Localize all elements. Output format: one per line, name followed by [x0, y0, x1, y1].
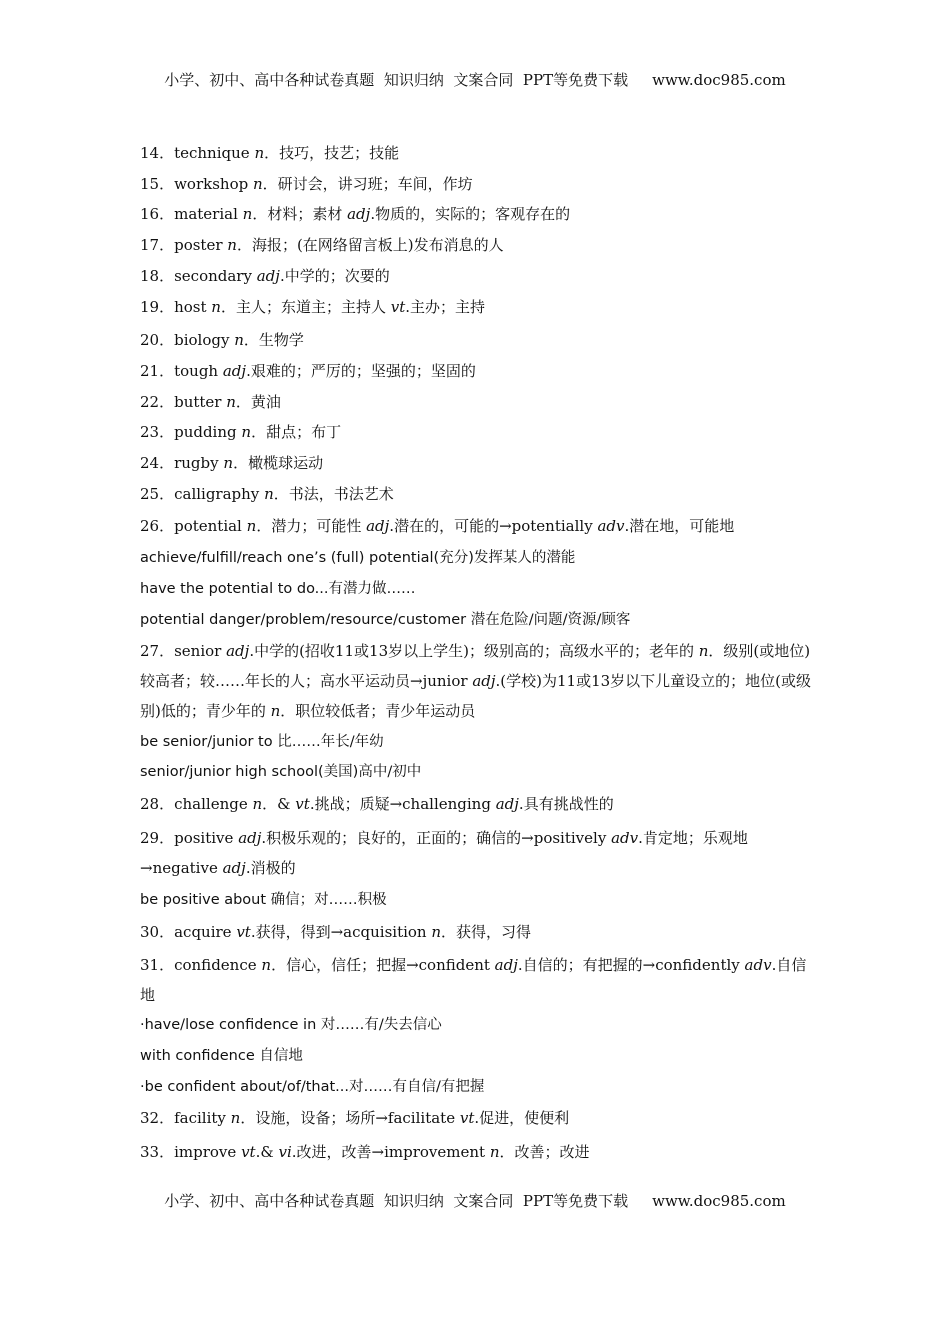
entry-30 — [140, 922, 812, 942]
entry-text: technique — [174, 144, 250, 162]
entry-text: .挑战；质疑→challenging — [309, 795, 496, 813]
entry-text: .积极乐观的；良好的，正面的；确信的→positively — [261, 829, 612, 847]
entry-text: ．& — [262, 795, 296, 813]
entry-text: ．海报；(在网络留言板上)发布消息的人 — [236, 236, 504, 254]
entry-14 — [140, 143, 812, 163]
entry-text: butter — [174, 393, 222, 411]
entry-text: workshop — [174, 175, 249, 193]
entry-text: .潜在的，可能的→potentially — [389, 517, 598, 535]
entry-text: ．改善；改进 — [499, 1143, 590, 1161]
entry-31-phrase-2: with confidence 自信地 — [140, 1048, 303, 1064]
entry-text: .物质的，实际的；客观存在的 — [370, 205, 571, 223]
entry-text: tough — [174, 362, 219, 380]
part-of-speech: adv — [597, 517, 625, 535]
entry-text: 15． — [140, 175, 175, 193]
part-of-speech: n — [234, 331, 244, 349]
entry-text: facility — [174, 1109, 226, 1127]
part-of-speech: n — [261, 956, 272, 974]
entry-31 — [140, 950, 812, 1010]
entry-text: 32． — [140, 1109, 175, 1127]
entry-text: 24． — [140, 454, 175, 472]
part-of-speech: adj — [347, 205, 371, 223]
entry-text: ．职位较低者；青少年运动员 — [280, 702, 476, 720]
part-of-speech: n — [264, 485, 274, 503]
part-of-speech: vt — [459, 1109, 475, 1127]
entry-text: .消极的 — [245, 859, 296, 877]
entry-27-phrase-1: be senior/junior to 比……年长/年幼 — [140, 734, 384, 750]
entry-26-phrase-2: have the potential to do...有潜力做…… — [140, 581, 416, 597]
entry-text: ．橄榄球运动 — [233, 454, 324, 472]
part-of-speech: adj — [226, 642, 250, 660]
entry-text: ．获得，习得 — [441, 923, 532, 941]
part-of-speech: adj — [222, 859, 246, 877]
entry-text: 27． — [140, 642, 175, 660]
part-of-speech: n — [227, 236, 237, 254]
entry-text: poster — [174, 236, 223, 254]
entry-text: .潜在地，可能地 — [624, 517, 735, 535]
entry-19 — [140, 297, 812, 317]
entry-text: potential — [174, 517, 242, 535]
entry-text: pudding — [174, 423, 237, 441]
entry-26 — [140, 516, 812, 536]
entry-text: ．技巧，技艺；技能 — [264, 144, 400, 162]
entry-text: calligraphy — [174, 485, 260, 503]
entry-text: positive — [174, 829, 234, 847]
entry-text: .改进，改善→improvement — [291, 1143, 490, 1161]
entry-text: 22． — [140, 393, 175, 411]
entry-text: .中学的；次要的 — [279, 267, 390, 285]
entry-26-phrase-3: potential danger/problem/resource/customer 潜在危险/问题/资源/顾客 — [140, 612, 631, 628]
entry-text: challenge — [174, 795, 248, 813]
entry-text: .中学的(招收11或13岁以上学生)；级别高的；高级水平的；老年的 — [249, 642, 699, 660]
entry-31-phrase-3: ·be confident about/of/that...对……有自信/有把握 — [140, 1079, 485, 1095]
entry-text: ．信心，信任；把握→confident — [271, 956, 495, 974]
part-of-speech: n — [223, 454, 234, 472]
entry-text: 20． — [140, 331, 175, 349]
entry-text: 14． — [140, 144, 175, 162]
part-of-speech: n — [252, 795, 263, 813]
entry-text: biology — [174, 331, 230, 349]
entry-text: 18． — [140, 267, 175, 285]
part-of-speech: n — [253, 175, 263, 193]
entry-text: ．主人；东道主；主持人 — [220, 298, 391, 316]
part-of-speech: n — [489, 1143, 500, 1161]
part-of-speech: n — [242, 205, 253, 223]
part-of-speech: n — [226, 393, 236, 411]
entry-text: 16． — [140, 205, 175, 223]
entry-text: 26． — [140, 517, 175, 535]
entry-21 — [140, 361, 812, 381]
entry-text: 30． — [140, 923, 175, 941]
part-of-speech: vt — [236, 923, 251, 941]
entry-text: 29． — [140, 829, 175, 847]
entry-text: .具有挑战性的 — [518, 795, 614, 813]
entry-text: confidence — [174, 956, 257, 974]
entry-text: ．设施，设备；场所→facilitate — [240, 1109, 460, 1127]
entry-text: ．书法，书法艺术 — [273, 485, 394, 503]
part-of-speech: n — [254, 144, 265, 162]
footer-url: www.doc985.com — [652, 1192, 786, 1210]
entry-23 — [140, 422, 812, 442]
entry-text: ．级别(或地位)较高者；较……年长的人；高水平运动员→junior — [140, 642, 811, 690]
entry-text: secondary — [174, 267, 252, 285]
part-of-speech: n — [270, 702, 281, 720]
part-of-speech: n — [230, 1109, 241, 1127]
part-of-speech: vi — [278, 1143, 292, 1161]
entry-text: material — [174, 205, 238, 223]
entry-text: ．研讨会，讲习班；车间，作坊 — [262, 175, 473, 193]
entry-text: .自信地 — [140, 956, 807, 1004]
header-text: 小学、初中、高中各种试卷真题 知识归纳 文案合同 PPT等免费下载 — [164, 71, 629, 89]
part-of-speech: n — [431, 923, 442, 941]
entry-26-phrase-1: achieve/fulfill/reach one’s (full) potential(充分)发挥某人的潜能 — [140, 550, 576, 566]
entry-text: host — [174, 298, 207, 316]
entry-text: 17． — [140, 236, 175, 254]
entry-29 — [140, 823, 812, 883]
entry-32 — [140, 1108, 812, 1128]
part-of-speech: vt — [295, 795, 310, 813]
entry-text: .艰难的；严厉的；坚强的；坚固的 — [246, 362, 476, 380]
entry-text: 23． — [140, 423, 175, 441]
entry-17 — [140, 235, 812, 255]
part-of-speech: vt — [390, 298, 406, 316]
entry-22 — [140, 392, 812, 412]
entry-27-phrase-2: senior/junior high school(美国)高中/初中 — [140, 764, 422, 780]
entry-text: .(学校)为11或13岁以下儿童设立的；地位(或级别)低的；青少年的 — [140, 672, 812, 720]
entry-29-phrase-1: be positive about 确信；对……积极 — [140, 892, 387, 908]
entry-text: 21． — [140, 362, 175, 380]
part-of-speech: adj — [472, 672, 496, 690]
header-url: www.doc985.com — [652, 71, 786, 89]
part-of-speech: n — [211, 298, 221, 316]
entry-text: 31． — [140, 956, 175, 974]
entry-text: acquire — [174, 923, 232, 941]
part-of-speech: adj — [222, 362, 247, 380]
entry-text: improve — [174, 1143, 237, 1161]
entry-text: ．黄油 — [235, 393, 281, 411]
part-of-speech: adv — [611, 829, 639, 847]
page-footer — [0, 1190, 950, 1211]
entry-24 — [140, 453, 812, 473]
entry-25 — [140, 484, 812, 504]
entry-15 — [140, 174, 812, 194]
entry-20 — [140, 330, 812, 350]
entry-16 — [140, 204, 812, 224]
entry-31-phrase-1: ·have/lose confidence in 对……有/失去信心 — [140, 1017, 442, 1033]
entry-text: ．甜点；布丁 — [251, 423, 342, 441]
part-of-speech: adj — [256, 267, 280, 285]
entry-text: ．生物学 — [243, 331, 304, 349]
entry-text: ．材料；素材 — [252, 205, 348, 223]
entry-text: 25． — [140, 485, 175, 503]
part-of-speech: adj — [494, 956, 518, 974]
page-header — [0, 69, 950, 90]
part-of-speech: vt — [241, 1143, 256, 1161]
part-of-speech: n — [246, 517, 257, 535]
entry-text: .主办；主持 — [405, 298, 486, 316]
part-of-speech: adj — [366, 517, 390, 535]
part-of-speech: adj — [495, 795, 519, 813]
entry-text: .& — [255, 1143, 279, 1161]
entry-text: .自信的；有把握的→confidently — [517, 956, 745, 974]
entry-text: .获得，得到→acquisition — [250, 923, 432, 941]
entry-text: .促进，使便利 — [474, 1109, 570, 1127]
entry-text: rugby — [174, 454, 219, 472]
entry-27 — [140, 636, 812, 726]
footer-text: 小学、初中、高中各种试卷真题 知识归纳 文案合同 PPT等免费下载 — [164, 1192, 629, 1210]
part-of-speech: n — [241, 423, 252, 441]
entry-text: 19． — [140, 298, 175, 316]
entry-text: ．潜力；可能性 — [256, 517, 367, 535]
part-of-speech: adv — [744, 956, 772, 974]
part-of-speech: adj — [238, 829, 262, 847]
entry-text: 28． — [140, 795, 175, 813]
entry-18 — [140, 266, 812, 286]
entry-text: senior — [174, 642, 222, 660]
entry-text: .肯定地；乐观地→negative — [140, 829, 748, 877]
entry-33 — [140, 1142, 812, 1162]
part-of-speech: n — [698, 642, 709, 660]
entry-text: 33． — [140, 1143, 175, 1161]
entry-28 — [140, 794, 812, 814]
